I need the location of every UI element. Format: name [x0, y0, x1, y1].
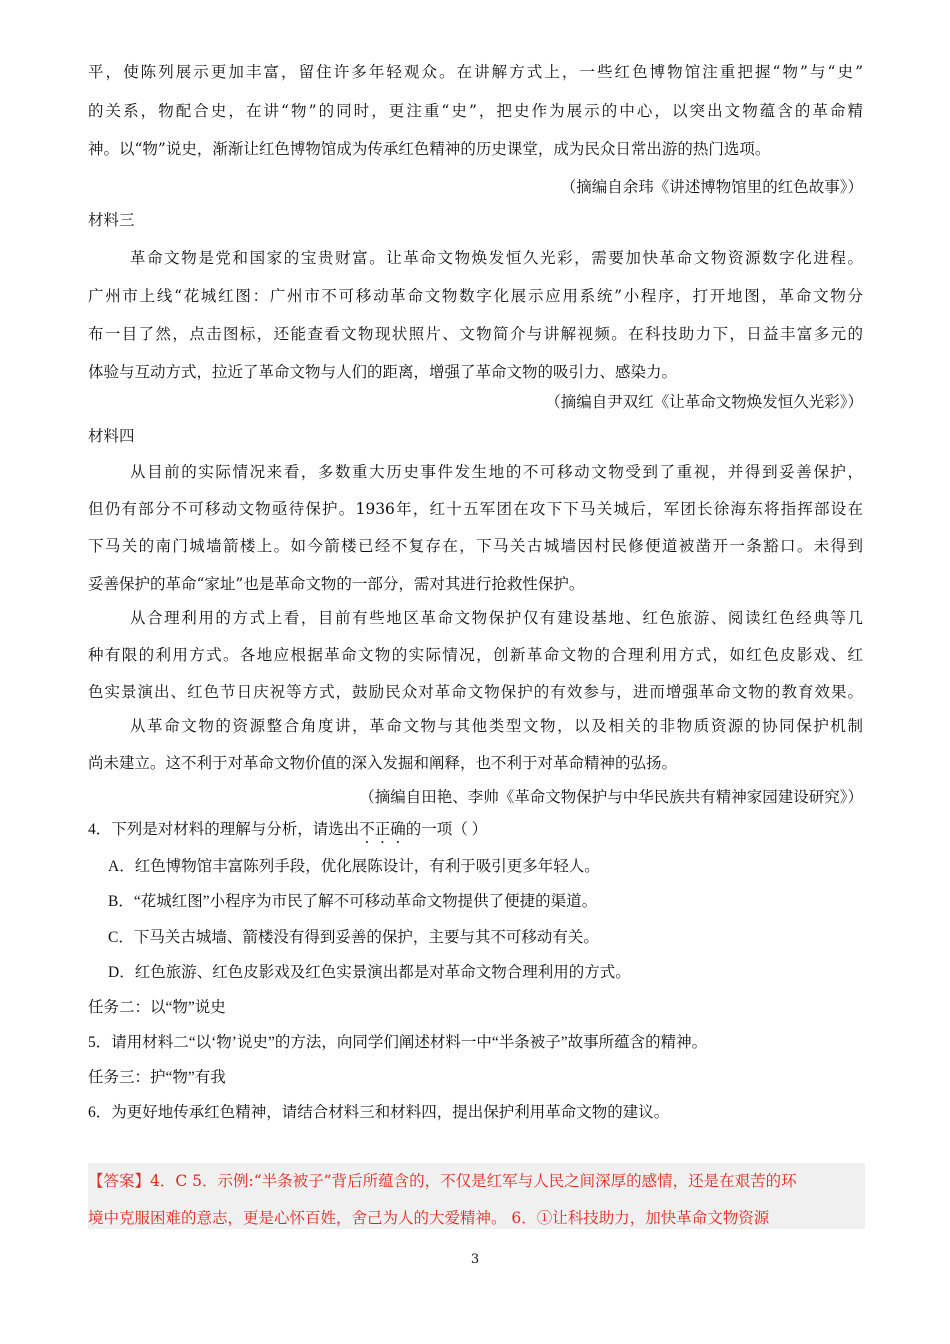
material4-p2-line-1: 从合理利用的方式上看，目前有些地区革命文物保护仅有建设基地、红色旅游、阅读红色经典等几	[130, 609, 863, 627]
material2-line-2: 的关系，物配合史，在讲“物”的同时，更注重“史”，把史作为展示的中心，以突出文物蕴含的革命精	[88, 102, 863, 120]
material4-title: 材料四	[88, 427, 135, 445]
question-5: 5．请用材料二“以‘物’说史”的方法，向同学们阐述材料一中“半条被子”故事所蕴含的精神。	[88, 1034, 708, 1051]
material3-source: （摘编自尹双红《让革命文物焕发恒久光彩》）	[545, 393, 863, 411]
task-2-title: 任务二：以“物”说史	[88, 999, 226, 1016]
material4-p3-line-1: 从革命文物的资源整合角度讲，革命文物与其他类型文物，以及相关的非物质资源的协同保护机制	[130, 717, 863, 735]
material4-p1-line-3: 下马关的南门城墙箭楼上。如今箭楼已经不复存在，下马关古城墙因村民修便道被凿开一条豁口。未得到	[88, 537, 863, 555]
material3-line-4: 体验与互动方式，拉近了革命文物与人们的距离，增强了革命文物的吸引力、感染力。	[88, 363, 678, 381]
material4-p1-line-4: 妥善保护的革命“家址”也是革命文物的一部分，需对其进行抢救性保护。	[88, 575, 585, 593]
material4-p2-line-2: 种有限的利用方式。各地应根据革命文物的实际情况，创新革命文物的合理利用方式，如红色皮影戏、红	[88, 646, 863, 664]
material4-p1-line-1: 从目前的实际情况来看，多数重大历史事件发生地的不可移动文物受到了重视，并得到妥善保护，	[130, 463, 863, 481]
question-6: 6．为更好地传承红色精神，请结合材料三和材料四，提出保护利用革命文物的建议。	[88, 1104, 670, 1121]
material4-p3-line-2: 尚未建立。这不利于对革命文物价值的深入发掘和阐释，也不利于对革命精神的弘扬。	[88, 754, 678, 772]
material4-p1-line-2: 但仍有部分不可移动文物亟待保护。1936年，红十五军团在攻下下马关城后，军团长徐海东将指挥部设在	[88, 500, 863, 518]
material2-line-1: 平，使陈列展示更加丰富，留住许多年轻观众。在讲解方式上，一些红色博物馆注重把握“物”与“史”	[88, 63, 863, 81]
question-4-option-b: B．“花城红图”小程序为市民了解不可移动革命文物提供了便捷的渠道。	[108, 893, 598, 910]
material3-line-3: 布一目了然，点击图标，还能查看文物现状照片、文物简介与讲解视频。在科技助力下，日益丰富多元的	[88, 325, 863, 343]
material2-line-3: 神。以“物”说史，渐渐让红色博物馆成为传承红色精神的历史课堂，成为民众日常出游的热门选项。	[88, 140, 771, 158]
material4-p2-line-3: 色实景演出、红色节日庆祝等方式，鼓励民众对革命文物保护的有效参与，进而增强革命文物的教育效果。	[88, 683, 863, 701]
task-3-title: 任务三：护“物”有我	[88, 1069, 226, 1086]
material3-line-2: 广州市上线“花城红图：广州市不可移动革命文物数字化展示应用系统”小程序，打开地图，革命文物分	[88, 287, 863, 305]
material3-line-1: 革命文物是党和国家的宝贵财富。让革命文物焕发恒久光彩，需要加快革命文物资源数字化进程。	[130, 249, 863, 267]
material4-source: （摘编自田艳、李帅《革命文物保护与中华民族共有精神家园建设研究》）	[359, 788, 863, 806]
question-4-stem	[88, 820, 863, 847]
material3-title: 材料三	[88, 211, 135, 229]
material2-source: （摘编自余玮《讲述博物馆里的红色故事》）	[560, 178, 863, 196]
question-4-stem-before: 4．下列是对材料的理解与分析，请选出	[88, 821, 360, 838]
answer-line-1: 【答案】4．C 5．示例:“半条被子”背后所蕴含的，不仅是红军与人民之间深厚的感情，还是在艰苦的环	[88, 1172, 797, 1190]
page-number: 3	[470, 1252, 480, 1267]
answer-line-2: 境中克服困难的意志，更是心怀百姓，舍己为人的大爱精神。 6．①让科技助力，加快革命文物资源	[88, 1209, 770, 1227]
question-4-option-d: D．红色旅游、红色皮影戏及红色实景演出都是对革命文物合理利用的方式。	[108, 964, 631, 981]
question-4-stem-after: 的一项（ ）	[405, 821, 488, 838]
question-4-option-a: A．红色博物馆丰富陈列手段，优化展陈设计，有利于吸引更多年轻人。	[108, 858, 600, 875]
question-4-emphasis: 不正确	[359, 821, 406, 838]
question-4-option-c: C．下马关古城墙、箭楼没有得到妥善的保护，主要与其不可移动有关。	[108, 929, 599, 946]
